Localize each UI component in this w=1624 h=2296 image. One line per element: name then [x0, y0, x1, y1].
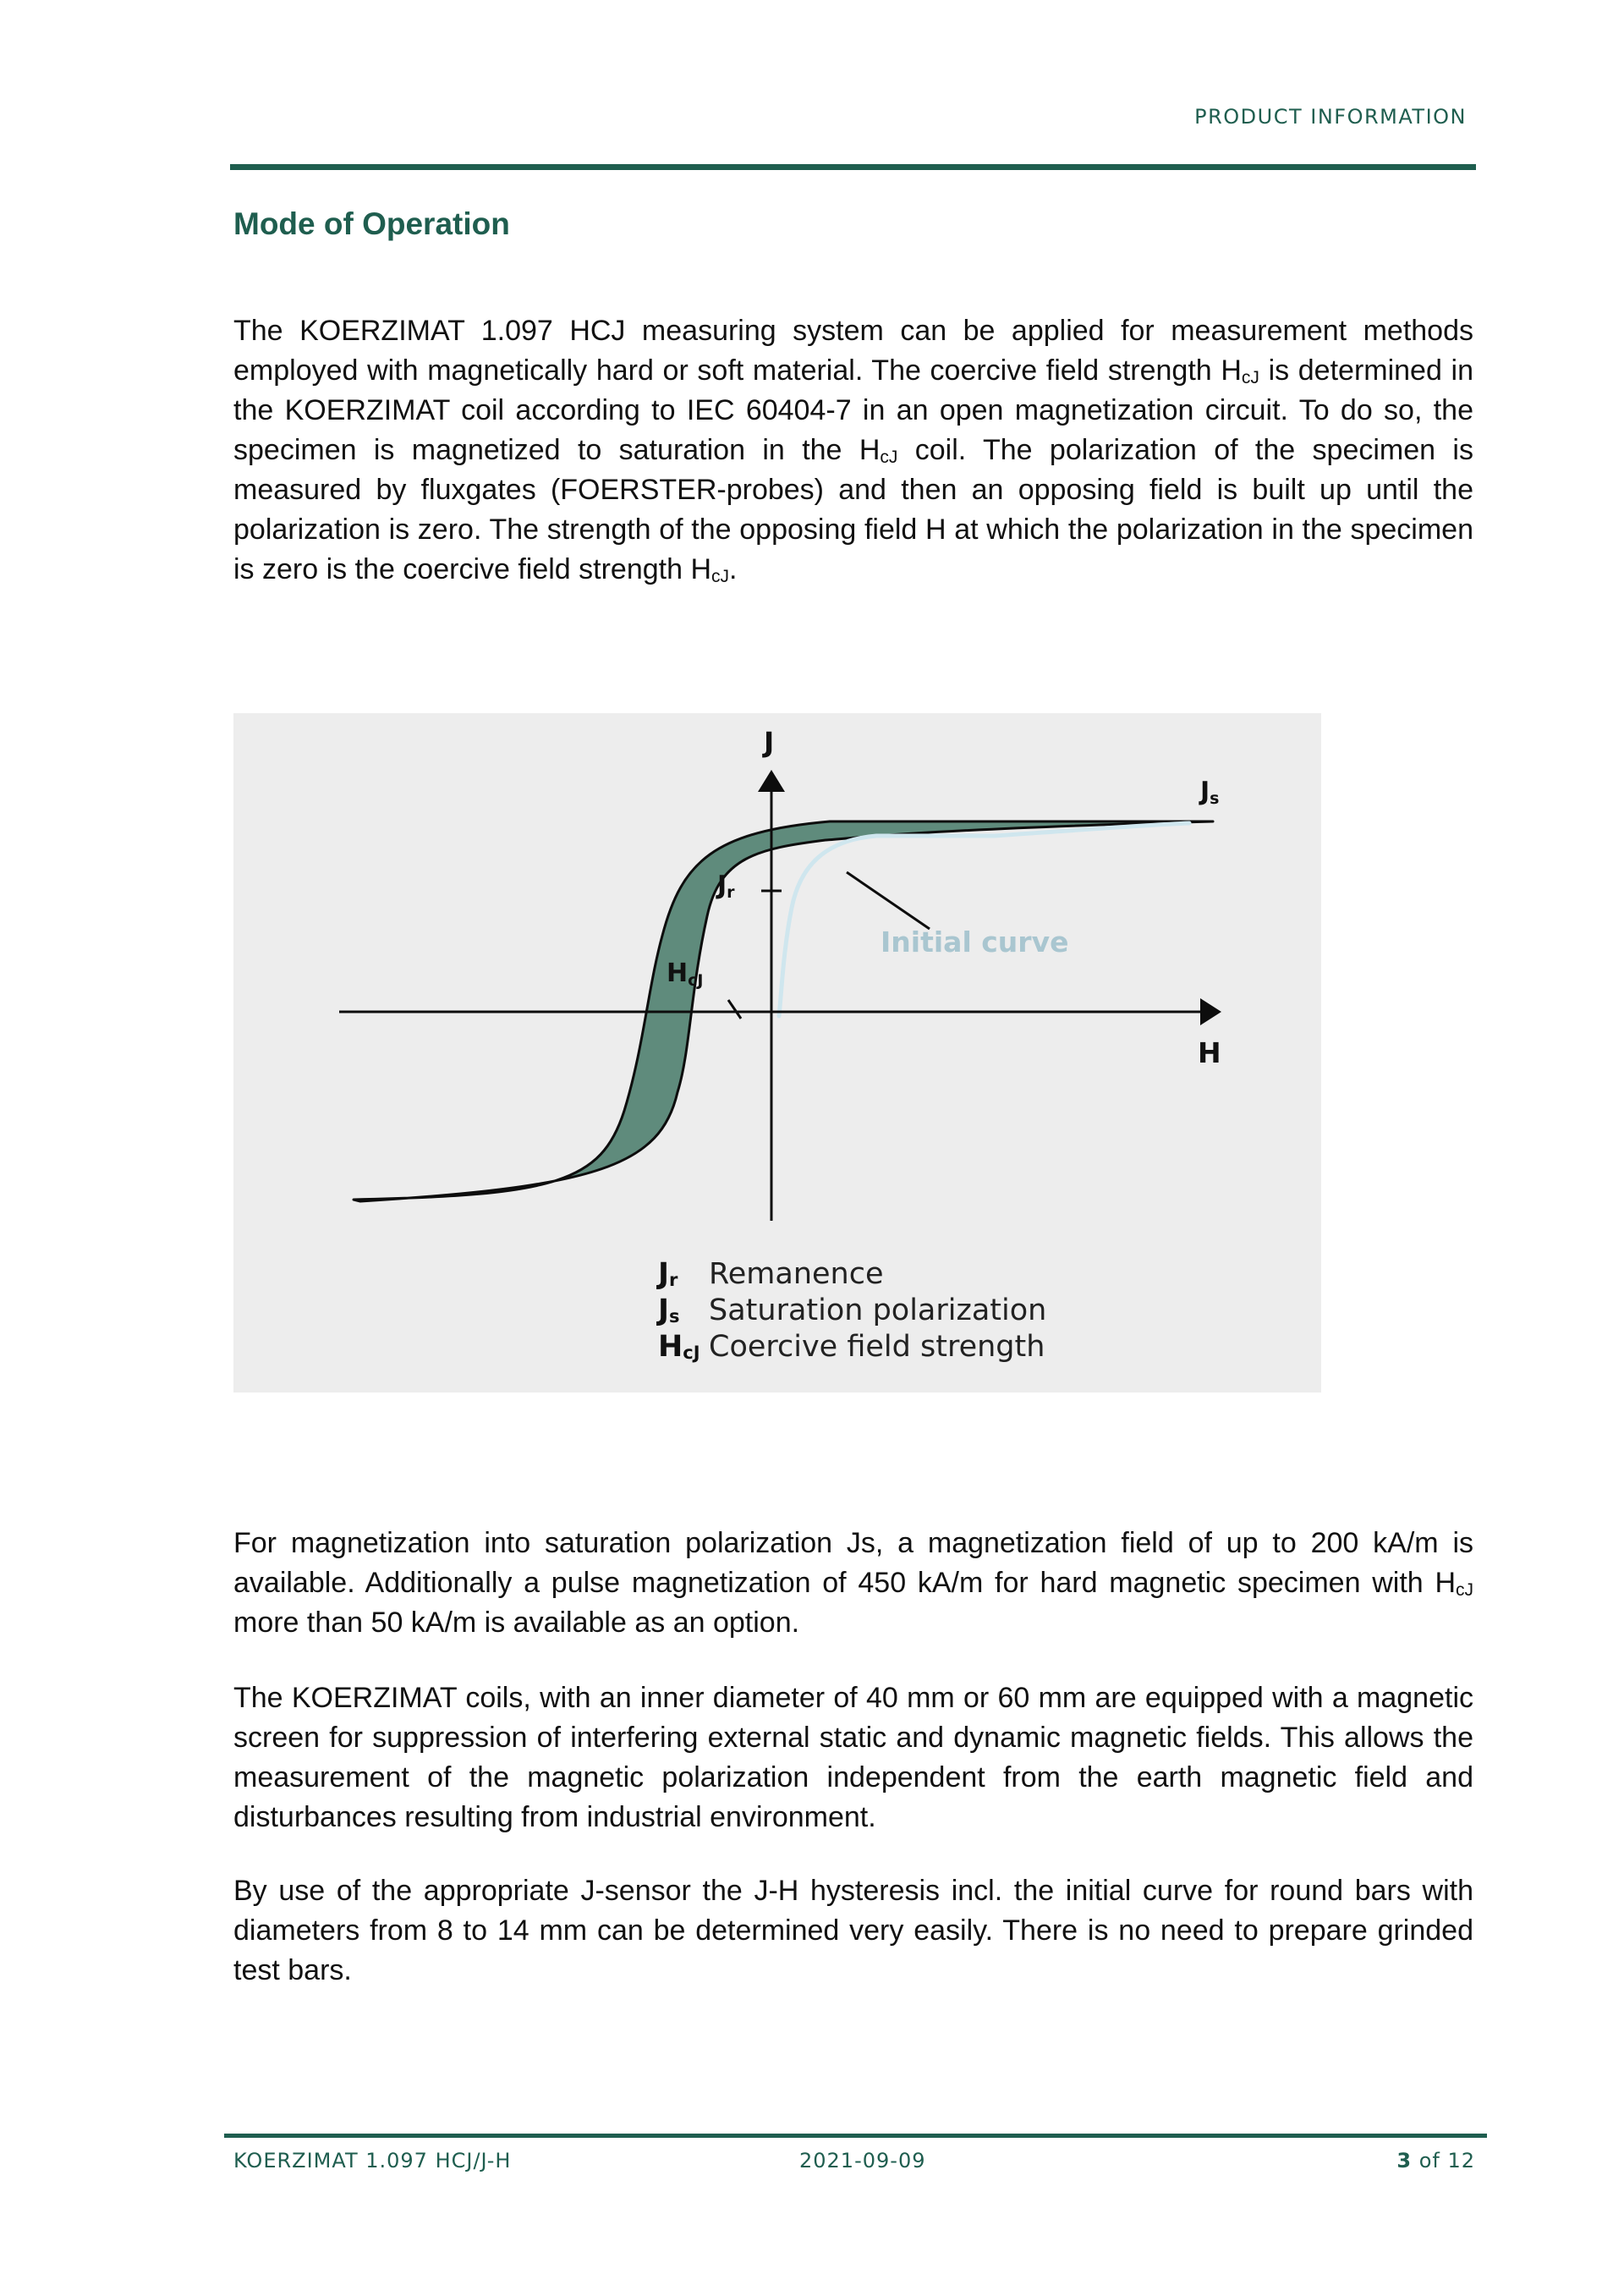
footer-date: 2021-09-09: [799, 2149, 926, 2172]
initial-curve: [779, 823, 1189, 1016]
label-js: Js: [1200, 777, 1220, 808]
section-title: Mode of Operation: [233, 206, 510, 241]
axis-label-j: J: [764, 726, 775, 759]
legend-text: Remanence: [709, 1257, 884, 1291]
legend-symbol: $J_s$: [658, 1294, 680, 1327]
legend-text: Coercive field strength: [709, 1330, 1045, 1364]
initial-curve-label: Initial curve: [881, 926, 1069, 958]
j-axis-arrow: [758, 770, 785, 792]
header-label: PRODUCT INFORMATION: [1194, 105, 1467, 129]
paragraph-coils: The KOERZIMAT coils, with an inner diameter of 40 mm or 60 mm are equipped with a magnetic screen for suppression of interfering external static and dynamic magnetic fields. This allows the measurement of the magnetic polarization independent from the earth magnetic field and disturbances resulting from industrial environment.: [233, 1682, 1473, 1833]
legend-text: Saturation polarization: [709, 1294, 1047, 1327]
initial-curve-pointer: [847, 872, 930, 929]
axis-label-h: H: [1198, 1036, 1221, 1069]
legend-item-remanence: [658, 1256, 1046, 1293]
legend-item-saturation: [658, 1293, 1046, 1329]
footer-doc-name: KOERZIMAT 1.097 HCJ/J-H: [233, 2149, 512, 2172]
footer-page-number: 3 of 12: [1396, 2149, 1475, 2172]
hysteresis-figure: [233, 713, 1321, 1392]
label-jr: Jr: [717, 871, 735, 902]
paragraph-j-sensor: By use of the appropriate J-sensor the J-H hysteresis incl. the initial curve for round bars with diameters from 8 to 14 mm can be determined very easily. There is no need to prepare grinded test bars.: [233, 1875, 1473, 1986]
legend-symbol: $J_r$: [658, 1257, 678, 1291]
hcj-marker: [728, 1000, 741, 1019]
label-hcj: HcJ: [667, 958, 704, 990]
header-rule: [230, 164, 1476, 170]
legend-symbol: $H_{cJ}$: [658, 1330, 700, 1364]
h-axis-arrow: [1200, 998, 1221, 1025]
paragraph-mode-of-operation: The KOERZIMAT 1.097 HCJ measuring system can be applied for measurement methods employed with magnetically hard or soft material. The coercive field strength $H_{cJ}$ is determined in the KOERZIMAT coil according to IEC 60404-7 in an open magnetization circuit. To do so, the specimen is magnetized to saturation in the $H_{cJ}$ coil. The polarization of the specimen is measured by fluxgates (FOERSTER-probes) and then an opposing field is built up until the polarization is zero. The strength of the opposing field H at which the polarization in the specimen is zero is the coercive field strength $H_{cJ}$.: [233, 315, 1473, 586]
footer-rule: [224, 2134, 1487, 2138]
paragraph-magnetization: For magnetization into saturation polarization Js, a magnetization field of up to 200 kA/m is available. Additionally a pulse magnetization of 450 kA/m for hard magnetic specimen with $H_{cJ}$ more than 50 kA/m is available as an option.: [233, 1527, 1473, 1639]
legend-item-coercive: [658, 1329, 1046, 1365]
figure-legend: [658, 1256, 1046, 1365]
